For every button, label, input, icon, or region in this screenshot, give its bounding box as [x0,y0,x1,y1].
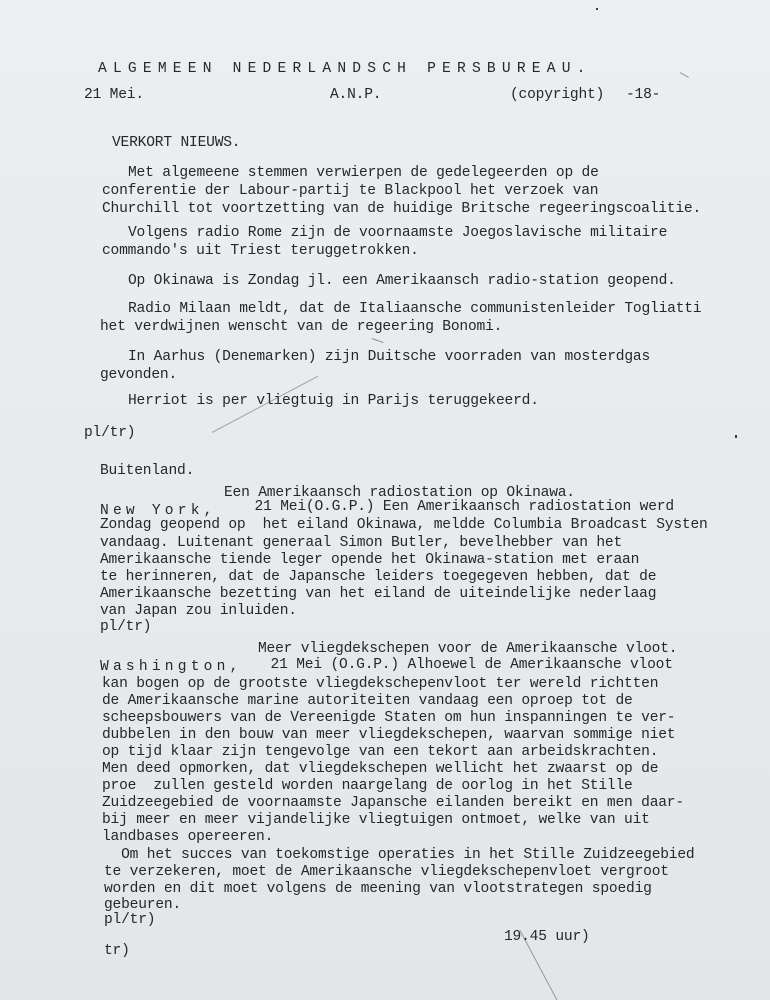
article-line: vandaag. Luitenant generaal Simon Butler, bevelhebber van het [100,535,623,551]
article-line: worden en dit moet volgens de meening van vlootstrategen spoedig [104,881,652,897]
ink-speck [735,435,737,438]
article-line: 21 Mei(O.G.P.) Een Amerikaansch radiostation werd [246,499,674,515]
signature: pl/tr) [104,912,156,928]
news-line: commando's uit Triest teruggetrokken. [102,243,419,259]
news-line: gevonden. [100,367,178,383]
article-line: Amerikaansche tiende leger opende het Okinawa-station met eraan [100,552,640,568]
article-line: scheepsbouwers van de Vereenigde Staten om hun inspanningen te ver- [102,710,676,726]
news-line: Herriot is per vliegtuig in Parijs teruggekeerd. [128,393,539,409]
agency-header: ALGEMEEN NEDERLANDSCH PERSBUREAU. [98,61,592,77]
article-line: te verzekeren, moet de Amerikaansche vliegdekschepenvloet vergroot [104,864,669,880]
article-line: Om het succes van toekomstige operaties in het Stille Zuidzeegebied [104,847,695,863]
article-line: dubbelen in den bouw van meer vliegdekschepen, waarvan sommige niet [102,727,676,743]
news-line: Met algemeene stemmen verwierpen de gedelegeerden op de [128,165,599,181]
news-line: Churchill tot voortzetting van de huidige Britsche regeeringscoalitie. [102,201,702,217]
article-line: op tijd klaar zijn tengevolge van een tekort aan arbeidskrachten. [102,744,659,760]
article-line: gebeuren. [104,897,182,913]
article-line: van Japan zou inluiden. [100,603,297,619]
article-headline: Meer vliegdekschepen voor de Amerikaansche vloot. [258,641,678,657]
article-line: Zuidzeegebied de voornaamste Japansche eilanden bereikt en men daar- [102,795,684,811]
header-copyright: (copyright) [510,87,605,103]
signature: pl/tr) [100,619,152,635]
news-line: Radio Milaan meldt, dat de Italiaansche communistenleider Togliatti [128,301,702,317]
dateline-place: Washington, [100,659,243,675]
article-line: Men deed opmorken, dat vliegdekschepen wellicht het zwaarst op de [102,761,659,777]
news-line: Volgens radio Rome zijn de voornaamste Joegoslavische militaire [128,225,668,241]
footer-time: 19.45 uur) [504,929,590,945]
article-line: bij meer en meer vijandelijke vliegtuigen ontmoet, welke van uit [102,812,650,828]
article-line: landbases opereeren. [102,829,274,845]
ink-speck [596,8,598,10]
news-line: conferentie der Labour-partij te Blackpool het verzoek van [102,183,599,199]
news-line: het verdwijnen wenscht van de regeering Bonomi. [100,319,503,335]
article-headline: Een Amerikaansch radiostation op Okinawa. [224,485,575,501]
signature: pl/tr) [84,425,136,441]
news-line: In Aarhus (Denemarken) zijn Duitsche voorraden van mosterdgas [128,349,651,365]
article-line: proe zullen gesteld worden naargelang de oorlog in het Stille [102,778,633,794]
article-line: 21 Mei (O.G.P.) Alhoewel de Amerikaansche vloot [262,657,673,673]
section-title-foreign: Buitenland. [100,463,195,479]
article-line: kan bogen op de grootste vliegdekschepenvloot ter wereld richtten [102,676,659,692]
header-date: 21 Mei. [84,87,144,103]
article-line: Amerikaansche bezetting van het eiland de uiteindelijke nederlaag [100,586,657,602]
article-line: te herinneren, dat de Japansche leiders toegegeven hebben, dat de [100,569,657,585]
footer-initials: tr) [104,943,130,959]
section-title-short-news: VERKORT NIEUWS. [112,135,241,151]
article-line: Zondag geopend op het eiland Okinawa, meldde Columbia Broadcast Systen [100,517,708,533]
header-page-number: -18- [626,87,661,103]
header-code: A.N.P. [330,87,382,103]
pencil-stroke [680,72,689,78]
pencil-stroke [372,338,384,343]
article-line: de Amerikaansche marine autoriteiten vandaag een oproep tot de [102,693,633,709]
dateline-place: New York, [100,503,217,519]
news-line: Op Okinawa is Zondag jl. een Amerikaansch radio-station geopend. [128,273,676,289]
